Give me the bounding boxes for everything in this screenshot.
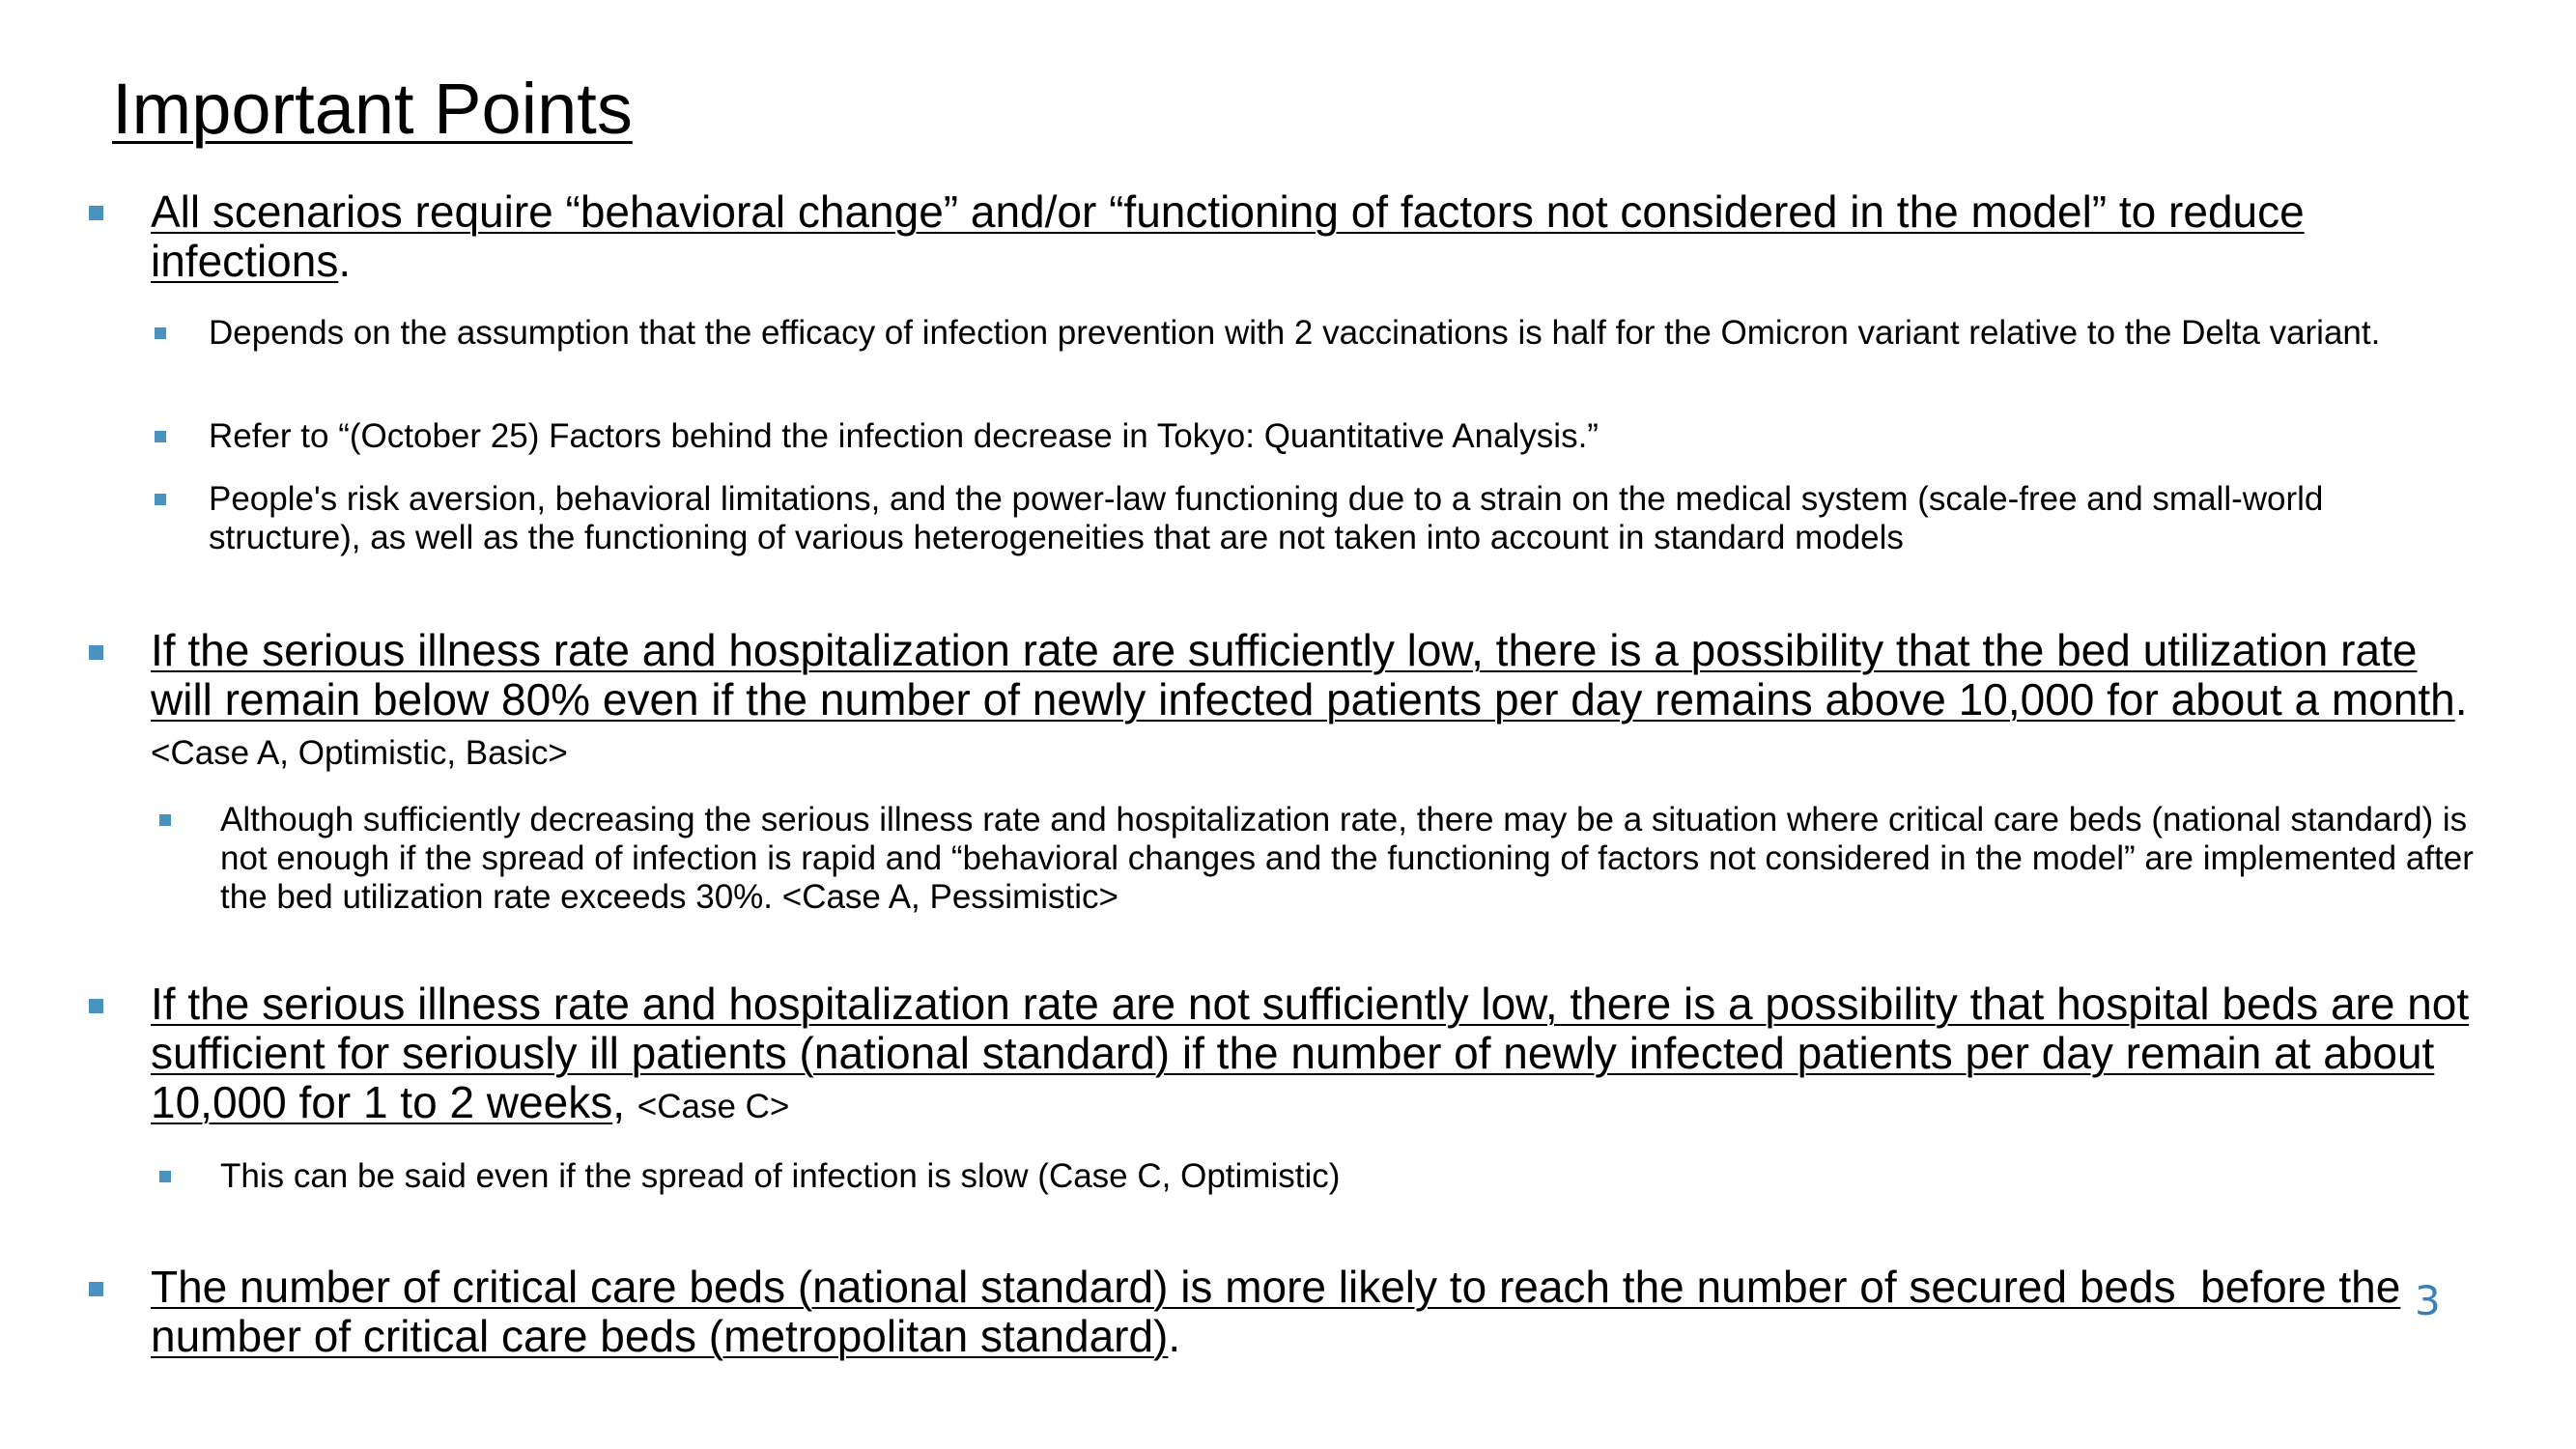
sub-point-text: Refer to “(October 25) Factors behind the infection decrease in Tokyo: Quantitative Analysis.” <box>209 417 1599 455</box>
case-tag: <Case C> <box>637 1088 790 1125</box>
square-bullet-icon <box>89 1282 103 1296</box>
point-text: If the serious illness rate and hospitalization rate are not sufficiently low, there is a possibility that hospital beds are not sufficient for seriously ill patients (national standard) if the number of newly infected patients per day remain at about 10,000 for 1 to 2 weeks, <Case C> <box>151 979 2470 1127</box>
sub-point-text: This can be said even if the spread of infection is slow (Case C, Optimistic) <box>220 1157 1341 1195</box>
page-number: 3 <box>2415 1277 2441 1324</box>
square-bullet-icon <box>155 431 166 442</box>
square-bullet-icon <box>159 1171 171 1182</box>
sub-point-text: Although sufficiently decreasing the serious illness rate and hospitalization rate, there may be a situation where critical care beds (national standard) is not enough if the spread of infection is rapid and “behavioral changes and the functioning of factors not considered in the model” are implemented after the bed utilization rate exceeds 30%. <Case A, Pessimistic> <box>220 801 2474 916</box>
point-text: All scenarios require “behavioral change” and/or “functioning of factors not considered in the model” to reduce infections. <box>151 186 2305 286</box>
case-tag: <Case A, Optimistic, Basic> <box>151 734 568 772</box>
point-text: If the serious illness rate and hospitalization rate are sufficiently low, there is a possibility that the bed utilization rate will remain below 80% even if the number of newly infected patients per day remains above 10,000 for about a month. <Case A, Optimistic, Basic> <box>151 625 2468 772</box>
square-bullet-icon <box>89 999 103 1013</box>
square-bullet-icon <box>155 494 166 505</box>
square-bullet-icon <box>89 645 103 660</box>
point-text: The number of critical care beds (national standard) is more likely to reach the number of secured beds before the number of critical care beds (metropolitan standard). <box>151 1262 2401 1361</box>
square-bullet-icon <box>159 814 171 826</box>
sub-point-text: Depends on the assumption that the efficacy of infection prevention with 2 vaccinations is half for the Omicron variant relative to the Delta variant. <box>209 314 2381 352</box>
sub-point-text: People's risk aversion, behavioral limitations, and the power-law functioning due to a strain on the medical system (scale-free and small-world structure), as well as the functioning of various heterogeneities that are not taken into account in standard models <box>209 480 2324 556</box>
slide-title: Important Points <box>112 69 633 149</box>
square-bullet-icon <box>89 206 103 220</box>
square-bullet-icon <box>155 327 166 339</box>
